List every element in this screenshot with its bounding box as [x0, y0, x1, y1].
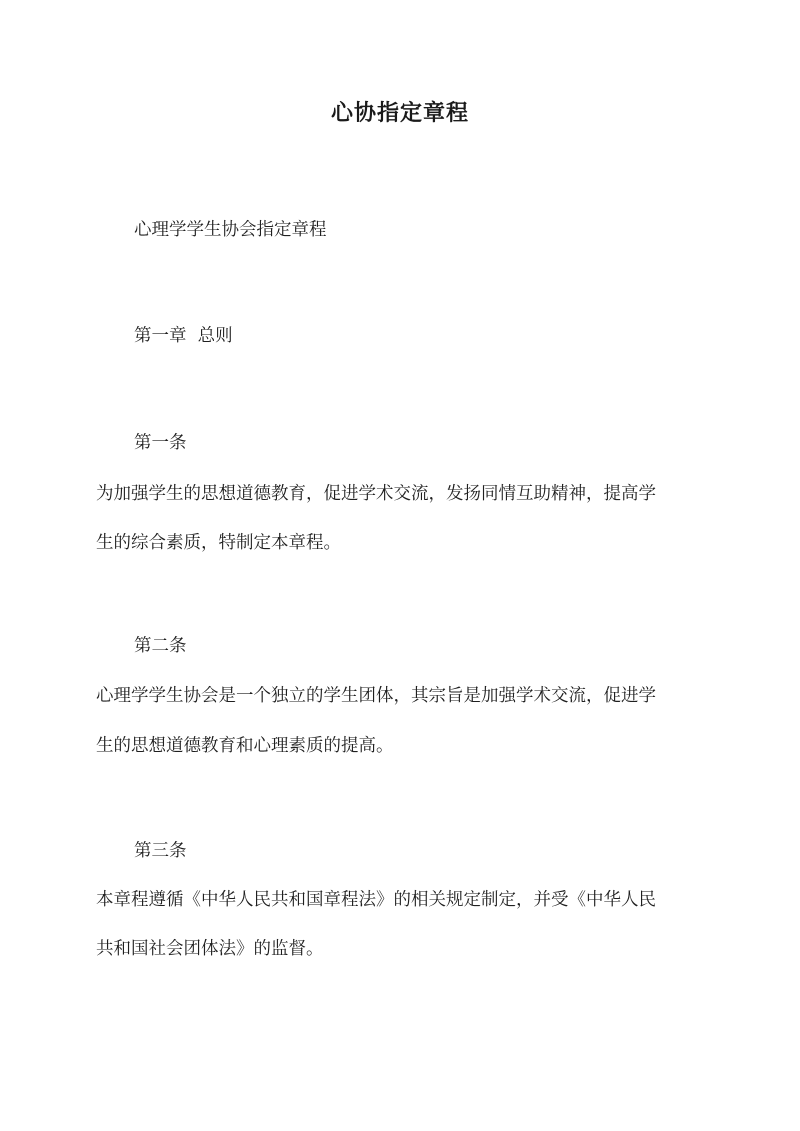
article-1-line-2: 生的综合素质，特制定本章程。 [96, 533, 341, 553]
article-1-heading: 第一条 [134, 433, 187, 453]
article-3-line-2: 共和国社会团体法》的监督。 [96, 939, 324, 959]
document-subtitle: 心理学学生协会指定章程 [134, 220, 327, 240]
document-title: 心协指定章程 [330, 100, 469, 126]
chapter-heading: 第一章 总则 [134, 326, 233, 346]
article-3-heading: 第三条 [134, 841, 187, 861]
article-2-heading: 第二条 [134, 636, 187, 656]
article-2-line-2: 生的思想道德教育和心理素质的提高。 [96, 736, 394, 756]
article-3-line-1: 本章程遵循《中华人民共和国章程法》的相关规定制定，并受《中华人民 [96, 890, 656, 910]
article-1-line-1: 为加强学生的思想道德教育，促进学术交流，发扬同情互助精神，提高学 [96, 484, 656, 504]
article-2-line-1: 心理学学生协会是一个独立的学生团体，其宗旨是加强学术交流，促进学 [96, 686, 656, 706]
